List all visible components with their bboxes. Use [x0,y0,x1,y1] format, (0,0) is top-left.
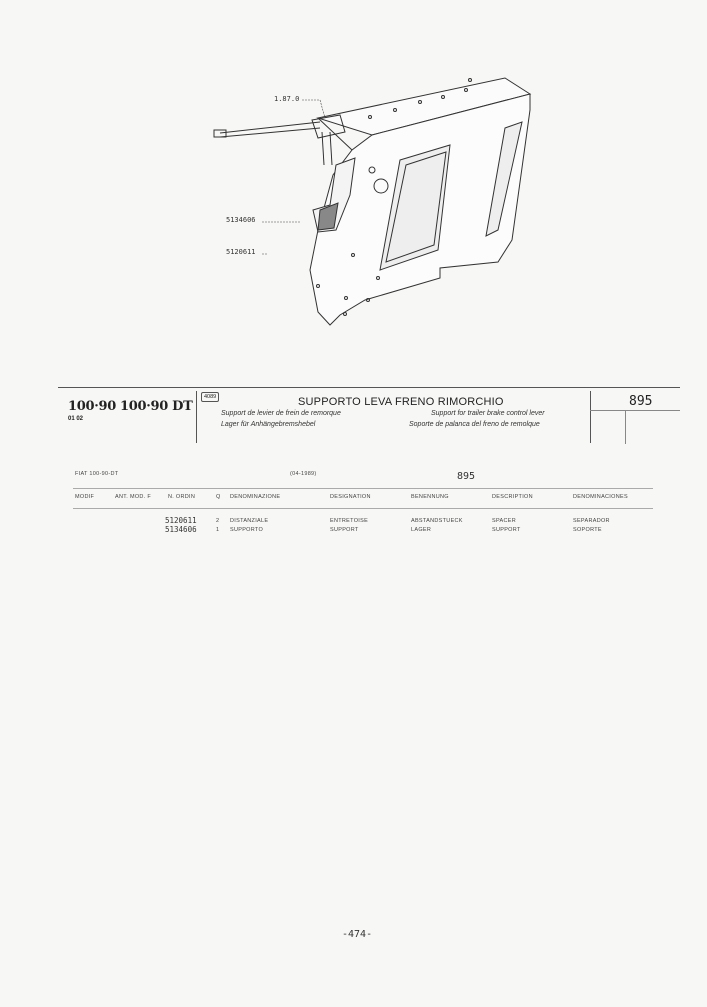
model-name: 100·90 DT [120,399,193,414]
part-number: 5134606 [165,525,197,534]
callout-label: 1.87.0 [274,95,300,103]
table-rule [73,508,653,509]
quantity: 1 [216,527,220,533]
col-header: N. ORDIN [168,494,196,500]
header-rule [590,410,680,411]
header-divider [590,391,591,443]
col-header: DENOMINAZIONE [230,494,281,500]
desc-french: ENTRETOISE [330,518,369,524]
part-drawing [0,0,707,360]
model-name: 100·90 [68,399,116,414]
desc-spanish: SOPORTE [573,527,602,533]
col-header: MODIF [75,494,95,500]
col-header: Q [216,494,221,500]
title-french: Support de levier de frein de remorque [221,410,341,417]
col-header: DESCRIPTION [492,494,533,500]
desc-english: SUPPORT [492,527,521,533]
desc-german: LAGER [411,527,432,533]
info-date: (04-1989) [290,471,317,477]
title-german: Lager für Anhängebremshebel [221,421,316,428]
desc-english: SPACER [492,518,517,524]
col-header: ANT. MOD. F [115,494,151,500]
col-header: DESIGNATION [330,494,371,500]
table-row [0,525,707,535]
col-header: DENOMINACIONES [573,494,628,500]
desc-italian: DISTANZIALE [230,518,269,524]
header-divider [196,391,197,443]
callout-label: 5120611 [226,248,256,256]
quantity: 2 [216,518,220,524]
info-model: FIAT 100-90-DT [75,471,119,477]
desc-spanish: SEPARADOR [573,518,610,524]
title-spanish: Soporte de palanca del freno de remolque [409,421,540,428]
desc-german: ABSTANDSTUECK [411,518,463,524]
group-badge: 4089 [201,392,219,402]
model-subcode: 01 02 [68,416,84,422]
info-code: 895 [457,471,476,482]
header-divider [625,410,626,444]
callout-label: 5134606 [226,216,256,224]
col-header: BENENNUNG [411,494,449,500]
desc-italian: SUPPORTO [230,527,264,533]
title-english: Support for trailer brake control lever [431,410,545,417]
page-title: SUPPORTO LEVA FRENO RIMORCHIO [298,396,504,408]
table-rule [73,488,653,489]
part-number: 5120611 [165,516,197,525]
table-code: 895 [629,394,653,409]
page-number: -474- [342,929,373,940]
desc-french: SUPPORT [330,527,359,533]
header-rule-top [58,387,680,388]
